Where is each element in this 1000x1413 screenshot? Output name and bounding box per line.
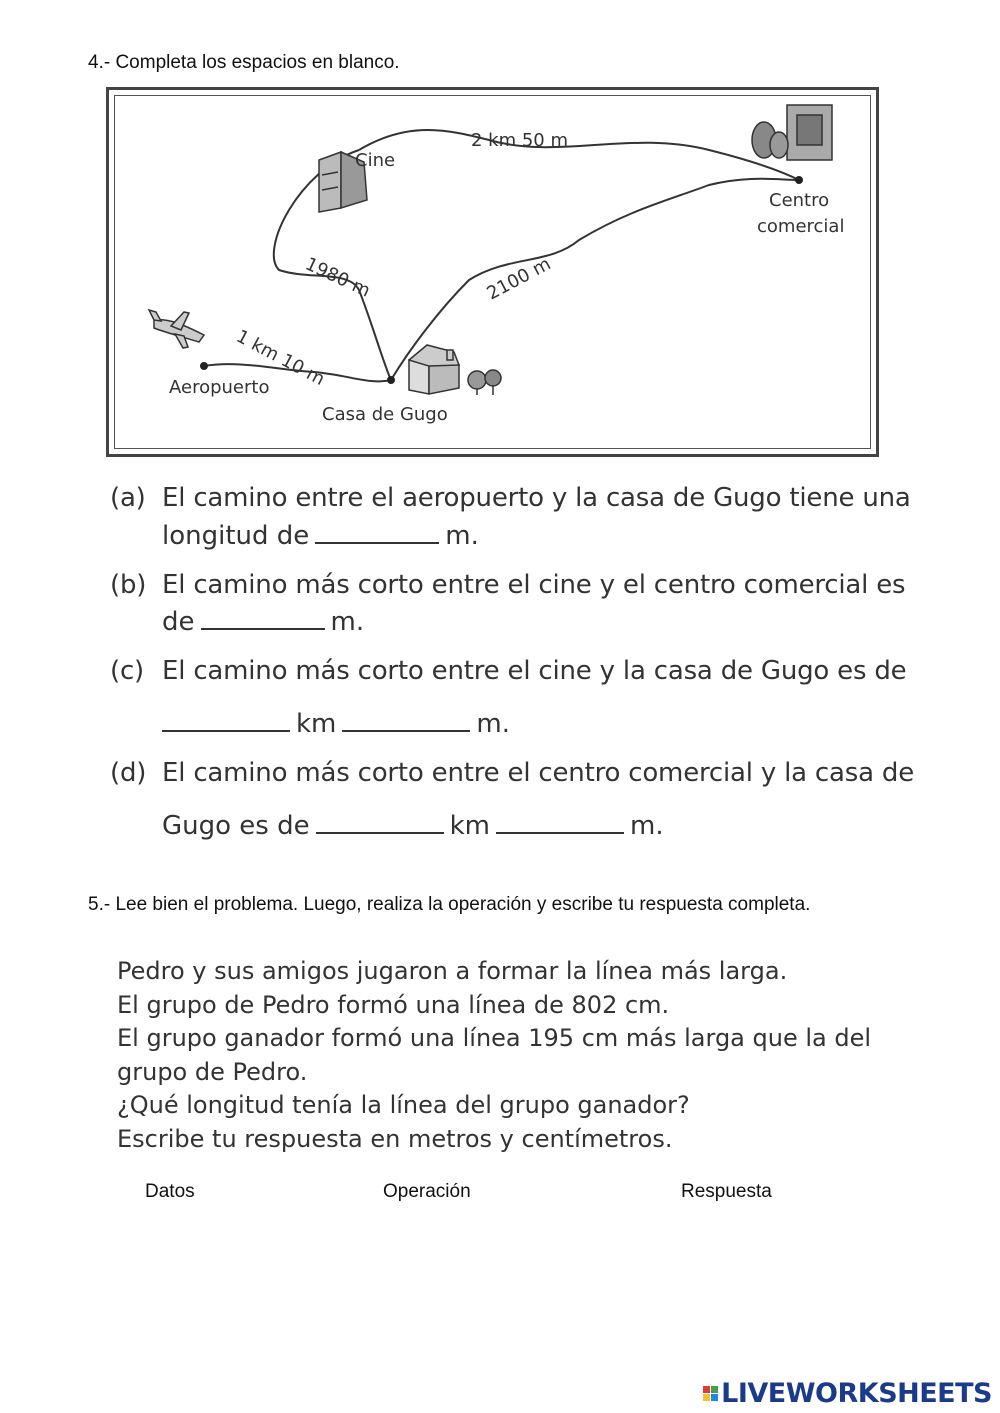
item-d-line2 [162, 810, 664, 841]
section-5-title: 5.- Lee bien el problema. Luego, realiza la operación y escribe tu respuesta completa. [88, 894, 811, 915]
item-c-unit-km: km [296, 709, 337, 739]
item-c-unit-m: m. [476, 709, 510, 739]
datos-label: Datos [145, 1181, 195, 1202]
item-a [110, 483, 911, 513]
item-d-unit-m: m. [630, 811, 664, 841]
path-aero-casa [204, 364, 391, 381]
path-cine-casa [274, 150, 391, 380]
label-dist-aero-casa: 1 km 10 m [232, 325, 329, 390]
item-b-unit: m. [330, 607, 365, 637]
problem-line: El grupo de Pedro formó una línea de 802 cm. [117, 990, 670, 1019]
item-d-tag: (d) [110, 758, 147, 788]
problem-text [117, 955, 877, 1156]
item-a-text2: longitud de [162, 521, 310, 551]
casa-point-icon [387, 376, 395, 384]
label-dist-cine-casa: 1980 m [301, 253, 374, 302]
item-b [110, 570, 905, 600]
label-cine: Cine [355, 150, 396, 171]
map-figure [106, 87, 879, 457]
item-d-text: El camino más corto entre el centro comercial y la casa de [162, 758, 914, 788]
item-b-tag: (b) [110, 570, 147, 600]
item-a-tag: (a) [110, 483, 146, 513]
problem-line: Escribe tu respuesta en metros y centímetros. [117, 1124, 673, 1153]
problem-line: Pedro y sus amigos jugaron a formar la línea más larga. [117, 957, 788, 985]
problem-line: El grupo ganador formó una línea 195 cm más larga que la del [117, 1024, 872, 1052]
item-a-unit: m. [445, 521, 479, 551]
liveworksheets-logo[interactable] [703, 1378, 992, 1409]
section-4-title: 4.- Completa los espacios en blanco. [88, 52, 400, 73]
item-b-text2: de [162, 607, 195, 637]
label-casa: Casa de Gugo [322, 404, 448, 425]
label-aeropuerto: Aeropuerto [169, 377, 270, 398]
item-b-text: El camino más corto entre el cine y el centro comercial es [162, 570, 906, 600]
logo-mark-icon [703, 1386, 718, 1401]
path-casa-centro [391, 179, 799, 380]
centro-point-icon [795, 176, 803, 184]
label-dist-cine-centro: 2 km 50 m [471, 130, 569, 151]
cinema-building-icon [319, 152, 367, 212]
aeropuerto-point-icon [200, 362, 208, 370]
problem-line: ¿Qué longitud tenía la línea del grupo ganador? [117, 1091, 690, 1119]
item-d-text2: Gugo es de [162, 811, 310, 841]
item-d-unit-km: km [449, 811, 490, 841]
item-b-line2 [162, 606, 364, 637]
item-d [110, 758, 914, 788]
item-c-blank-m[interactable] [342, 708, 470, 732]
label-dist-casa-centro: 2100 m [483, 253, 555, 305]
house-icon [409, 345, 501, 395]
label-centro-2: comercial [757, 216, 845, 237]
item-d-blank-km[interactable] [316, 810, 444, 834]
mall-building-icon [752, 105, 832, 160]
item-a-line2 [162, 520, 479, 551]
item-c-blank-km[interactable] [162, 708, 290, 732]
map-illustration [109, 90, 882, 460]
item-d-blank-m[interactable] [496, 810, 624, 834]
respuesta-label: Respuesta [681, 1181, 772, 1202]
item-b-blank[interactable] [201, 606, 325, 630]
path-cine-centro [359, 130, 799, 180]
label-centro-1: Centro [769, 190, 830, 211]
problem-line: grupo de Pedro. [117, 1057, 308, 1086]
item-c-tag: (c) [110, 656, 144, 686]
item-c-line2 [162, 708, 510, 739]
airplane-icon [149, 310, 204, 348]
item-c-text: El camino más corto entre el cine y la casa de Gugo es de [162, 656, 907, 686]
operacion-label: Operación [383, 1181, 471, 1202]
brand-name: LIVEWORKSHEETS [721, 1378, 992, 1409]
item-c [110, 656, 906, 686]
item-a-text: El camino entre el aeropuerto y la casa de Gugo tiene una [162, 483, 911, 513]
item-a-blank[interactable] [315, 520, 439, 544]
